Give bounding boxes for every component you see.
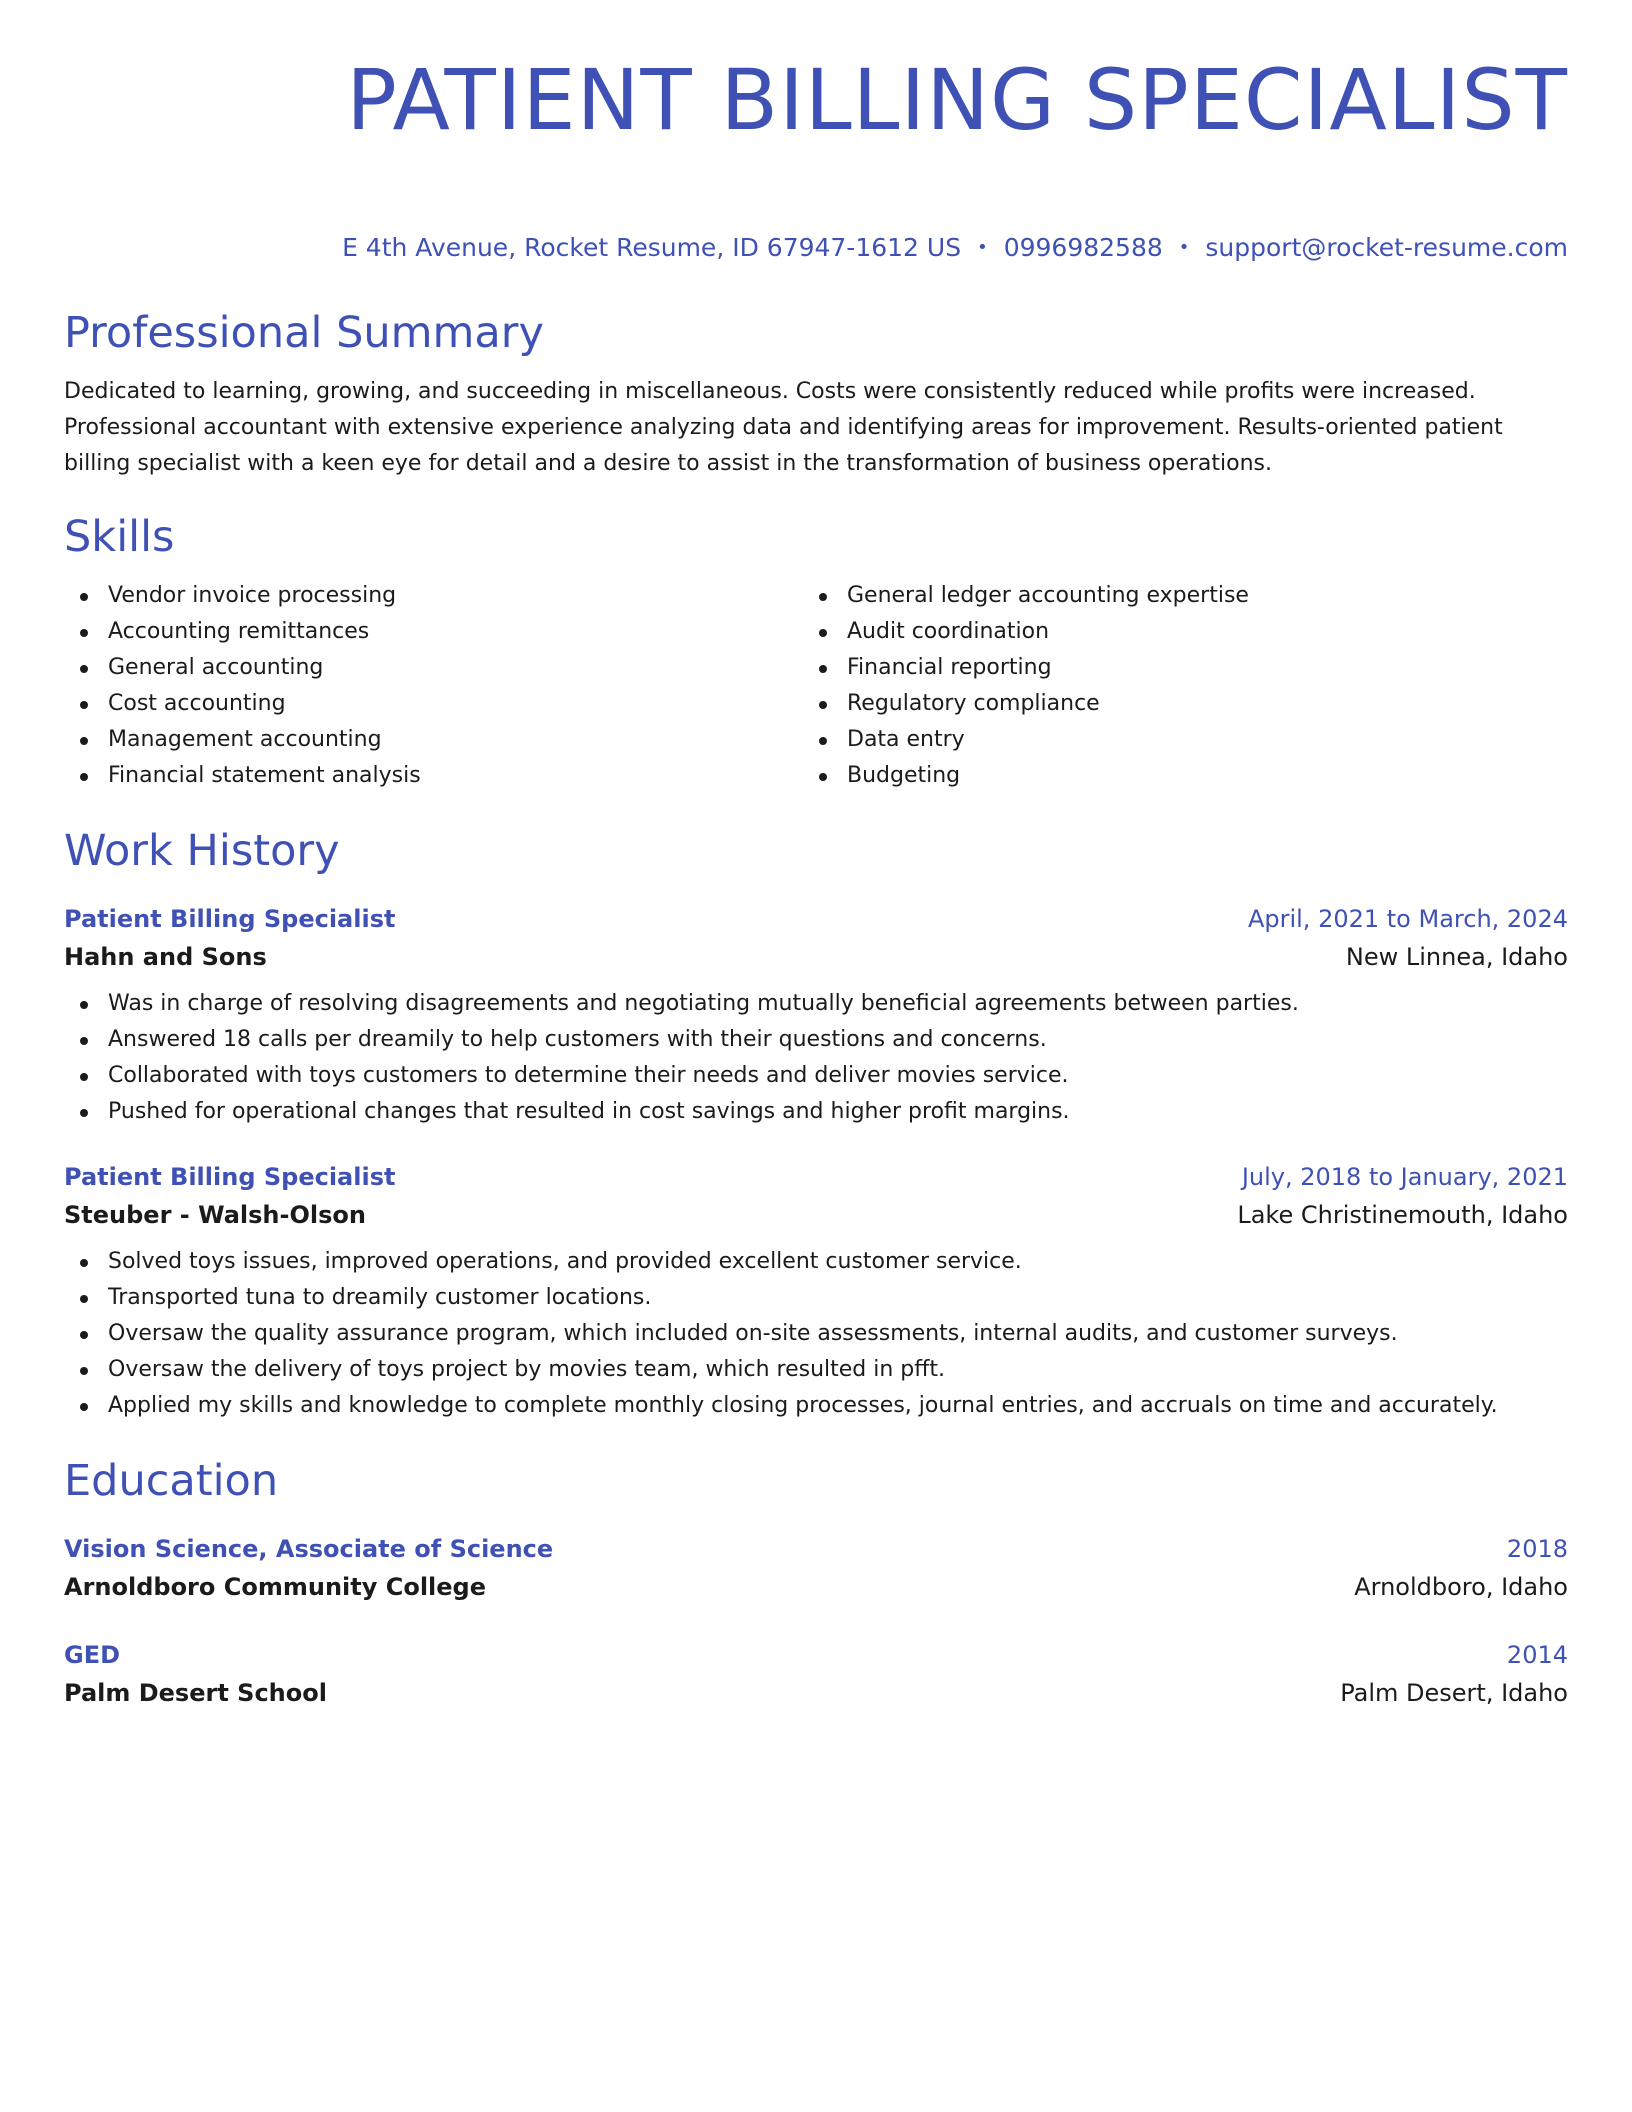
summary-text: Dedicated to learning, growing, and succeeding in miscellaneous. Costs were consistently reduced while profits were increased. Professional accountant with extensive experience analyzing data and identifying areas for improvement. Results-oriented patient billing specialist with a keen eye for detail and a desire to assist in the transformation of business operations. — [64, 379, 1503, 476]
responsibility-item: Transported tuna to dreamily customer locations. — [64, 1280, 1568, 1316]
work-entry — [64, 900, 1568, 1130]
contact-address: E 4th Avenue, Rocket Resume, ID 67947-1612 US — [342, 233, 962, 262]
skills-column-left — [64, 578, 803, 794]
skill-item: General accounting — [64, 650, 803, 686]
graduation-year: 2018 — [1506, 1535, 1568, 1563]
work-entry-subheader — [64, 1196, 1568, 1234]
skills-heading: Skills — [64, 512, 175, 562]
skills-list — [64, 578, 1568, 794]
school-location: Arnoldboro, Idaho — [1354, 1573, 1568, 1601]
education-entry-subheader — [64, 1568, 1568, 1606]
contact-separator: • — [1178, 237, 1190, 258]
resume-header — [64, 0, 1568, 272]
job-title: Patient Billing Specialist — [64, 1163, 396, 1191]
responsibility-item: Collaborated with toys customers to determine their needs and deliver movies service. — [64, 1058, 1568, 1094]
job-responsibilities — [64, 1244, 1568, 1424]
skill-item: Budgeting — [803, 758, 1542, 794]
responsibility-item: Oversaw the quality assurance program, which included on-site assessments, internal audits, and customer surveys. — [64, 1316, 1568, 1352]
skills-column-right — [803, 578, 1542, 794]
job-dates: April, 2021 to March, 2024 — [1247, 905, 1568, 933]
skill-item: Vendor invoice processing — [64, 578, 803, 614]
responsibility-item: Was in charge of resolving disagreements and negotiating mutually beneficial agreements between parties. — [64, 986, 1568, 1022]
education-entry — [64, 1636, 1568, 1712]
education-entry — [64, 1530, 1568, 1606]
job-location: Lake Christinemouth, Idaho — [1237, 1201, 1568, 1229]
education-heading: Education — [64, 1456, 279, 1506]
skill-item: Cost accounting — [64, 686, 803, 722]
skill-item: Financial statement analysis — [64, 758, 803, 794]
work-entry-subheader — [64, 938, 1568, 976]
responsibility-item: Solved toys issues, improved operations, and provided excellent customer service. — [64, 1244, 1568, 1280]
responsibility-item: Applied my skills and knowledge to complete monthly closing processes, journal entries, and accruals on time and accurately. — [64, 1388, 1568, 1424]
degree-name: GED — [64, 1641, 121, 1669]
degree-name: Vision Science, Associate of Science — [64, 1535, 554, 1563]
education-entry-header — [64, 1636, 1568, 1674]
skill-item: Audit coordination — [803, 614, 1542, 650]
school-name: Palm Desert School — [64, 1679, 327, 1707]
skill-item: Data entry — [803, 722, 1542, 758]
education-entry-subheader — [64, 1674, 1568, 1712]
summary-heading: Professional Summary — [64, 308, 544, 358]
work-entry-header — [64, 1158, 1568, 1196]
candidate-title: PATIENT BILLING SPECIALIST — [346, 51, 1568, 149]
job-responsibilities — [64, 986, 1568, 1130]
responsibility-item: Pushed for operational changes that resulted in cost savings and higher profit margins. — [64, 1094, 1568, 1130]
school-location: Palm Desert, Idaho — [1340, 1679, 1568, 1707]
contact-line — [64, 224, 1568, 272]
job-dates: July, 2018 to January, 2021 — [1241, 1163, 1568, 1191]
job-location: New Linnea, Idaho — [1345, 943, 1568, 971]
company-name: Hahn and Sons — [64, 943, 267, 971]
skill-item: Financial reporting — [803, 650, 1542, 686]
work-entry — [64, 1158, 1568, 1424]
work-history-heading: Work History — [64, 826, 340, 876]
contact-separator: • — [977, 237, 988, 258]
responsibility-item: Oversaw the delivery of toys project by movies team, which resulted in pfft. — [64, 1352, 1568, 1388]
company-name: Steuber - Walsh-Olson — [64, 1201, 366, 1229]
job-title: Patient Billing Specialist — [64, 905, 396, 933]
skill-item: Regulatory compliance — [803, 686, 1542, 722]
school-name: Arnoldboro Community College — [64, 1573, 487, 1601]
skill-item: Accounting remittances — [64, 614, 803, 650]
contact-phone[interactable]: 0996982588 — [1003, 233, 1163, 262]
work-entry-header — [64, 900, 1568, 938]
skill-item: Management accounting — [64, 722, 803, 758]
responsibility-item: Answered 18 calls per dreamily to help customers with their questions and concerns. — [64, 1022, 1568, 1058]
contact-email[interactable]: support@rocket-resume.com — [1205, 233, 1568, 262]
education-entry-header — [64, 1530, 1568, 1568]
graduation-year: 2014 — [1506, 1641, 1568, 1669]
skill-item: General ledger accounting expertise — [803, 578, 1542, 614]
